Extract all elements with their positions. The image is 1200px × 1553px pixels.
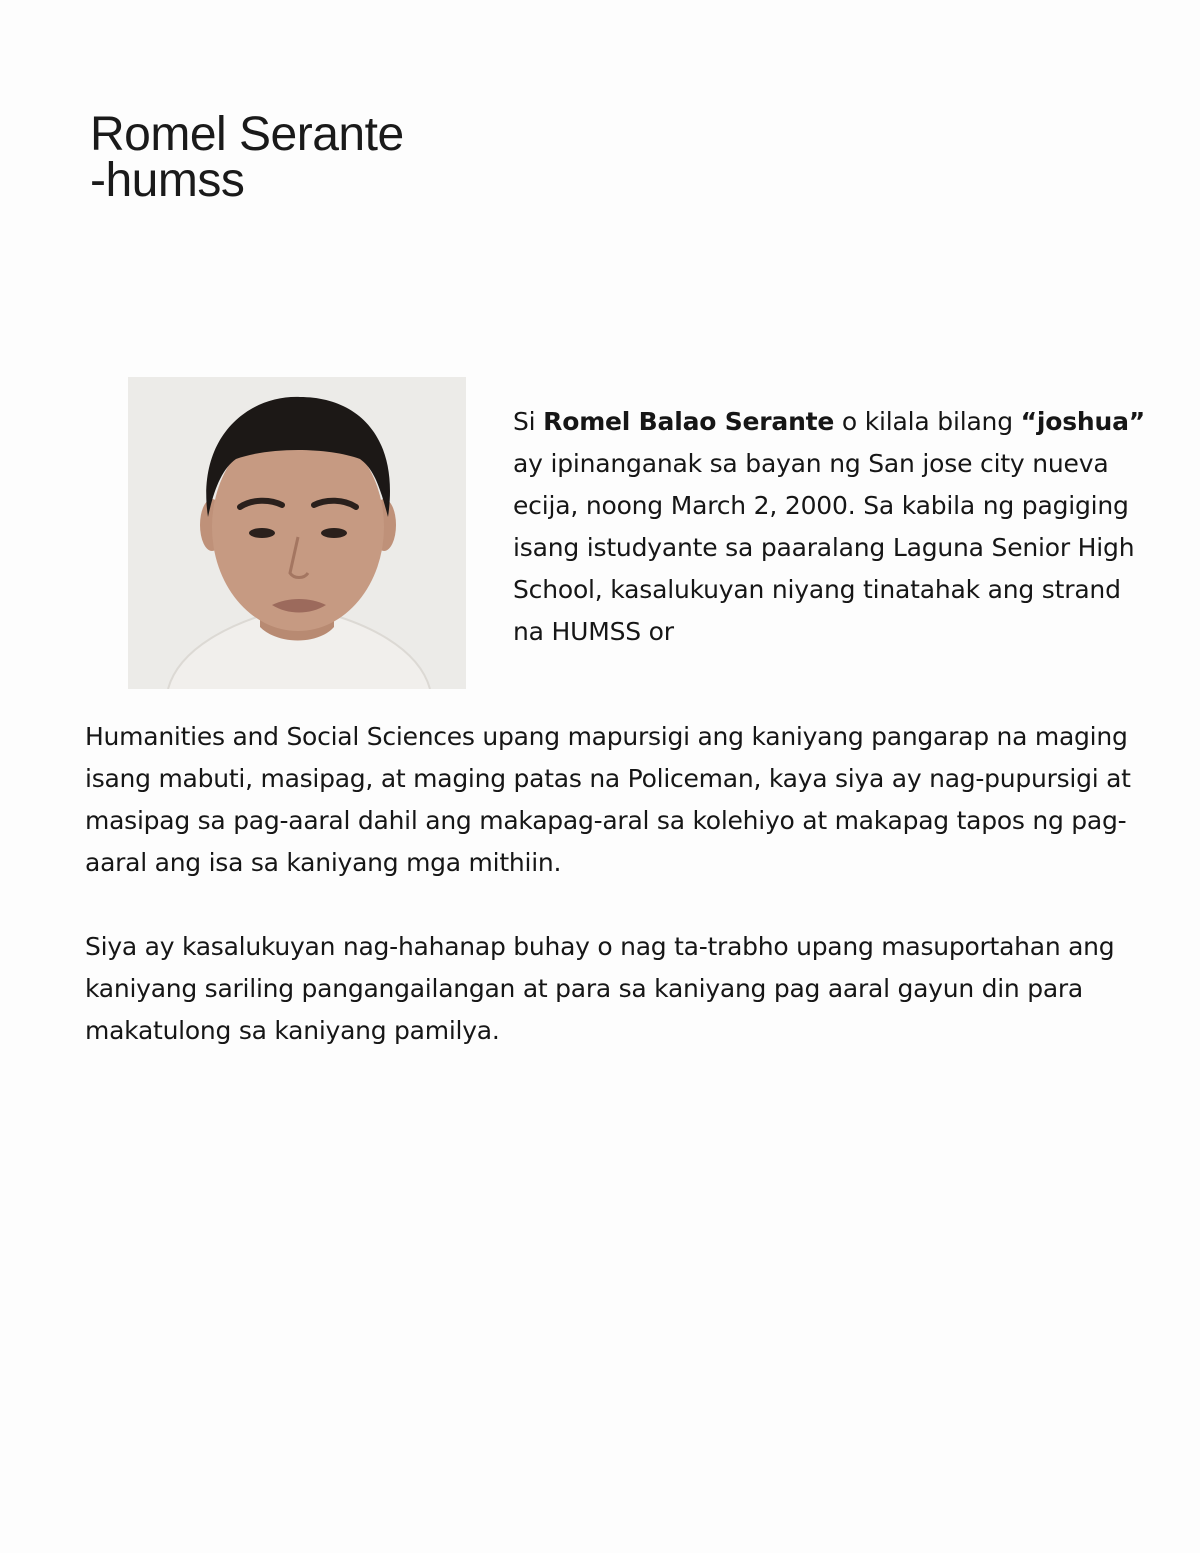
intro-rest: ay ipinanganak sa bayan ng San jose city nueva ecija, noong March 2, 2000. Sa kabila ng pagiging isang istudyante sa paaralang Laguna Senior High School, kasalukuyan niyang tinatahak ang strand na HUMSS or	[513, 449, 1135, 646]
paragraph-work-life: Siya ay kasalukuyan nag-hahanap buhay o nag ta-trabho upang masuportahan ang kaniyang sariling pangangailangan at para sa kaniyang pag aaral gayun din para makatulong sa kaniyang pamilya.	[85, 932, 1115, 1045]
portrait-photo-icon	[128, 377, 466, 689]
full-name: Romel Balao Serante	[543, 407, 835, 436]
portrait-photo	[128, 377, 466, 689]
title-name: Romel Serante	[90, 108, 404, 161]
intro-known-as: o kilala bilang	[834, 407, 1021, 436]
page-title	[90, 108, 404, 207]
intro-prefix: Si	[513, 407, 544, 436]
paragraph-strand-goals: Humanities and Social Sciences upang mapursigi ang kaniyang pangarap na maging isang mabuti, masipag, at maging patas na Policeman, kaya siya ay nag-pupursigi at masipag sa pag-aaral dahil ang makapag-aral sa kolehiyo at makapag tapos ng pag-aaral ang isa sa kaniyang mga mithiin.	[85, 722, 1131, 877]
intro-paragraph	[513, 401, 1153, 653]
nickname: “joshua”	[1020, 407, 1145, 436]
title-strand: -humss	[90, 154, 245, 207]
